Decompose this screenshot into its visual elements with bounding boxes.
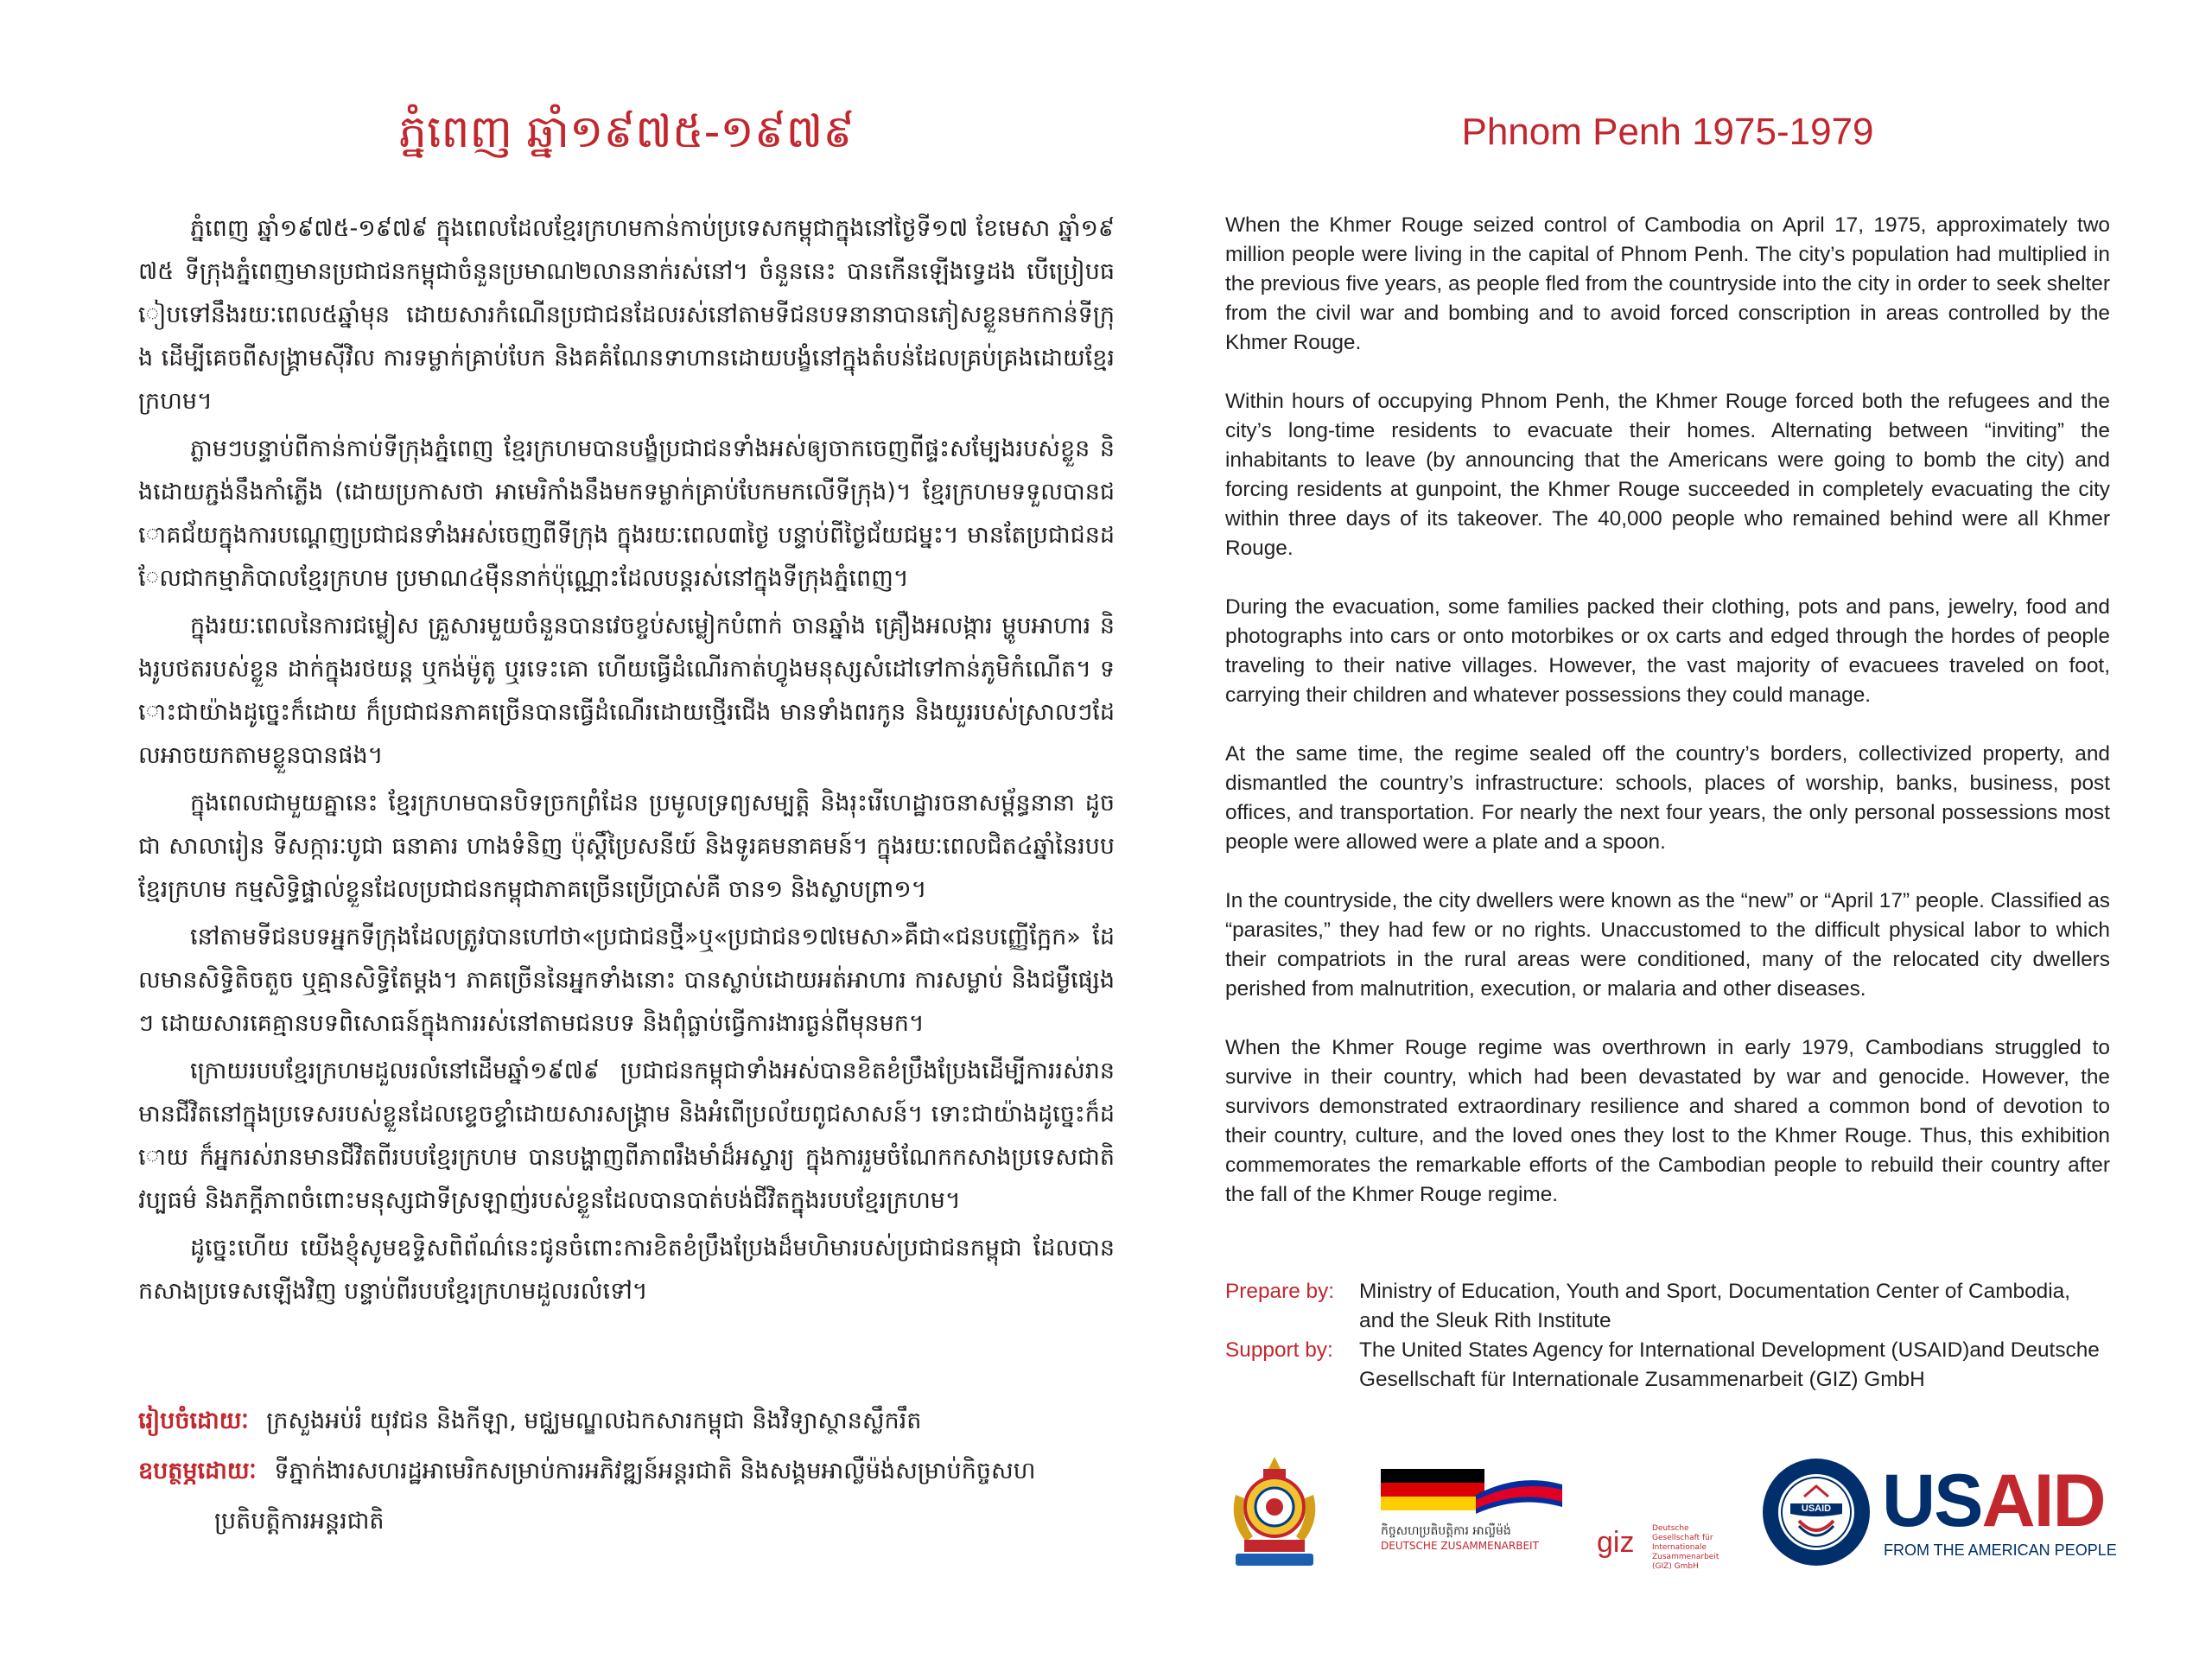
khmer-prepared-label: រៀបចំដោយៈ [138, 1408, 249, 1434]
khmer-title: ភ្នំពេញ ឆ្នាំ១៩៧៥-១៩៧៩ [397, 106, 855, 158]
english-paragraph: When the Khmer Rouge seized control of Cambodia on April 17, 1975, approximately two million people were living in the capital of Phnom Penh. The city’s population had multiplied in the previous five years, as people fled from the countryside into the city in order to seek shelter from the civil war and bombing and to avoid forced conscription in areas controlled by the Khmer Rouge. [1225, 213, 2110, 354]
prepared-by-row [1225, 1277, 2110, 1336]
khmer-paragraph: ក្នុងពេលជាមួយគ្នានេះ ខ្មែរក្រហមបានបិទច្រកព្រំដែន ប្រមូលទ្រព្យសម្បត្តិ និងរុះរើហេដ្ឋារចនាសម្ព័ន្ធនានា ដូចជា សាលារៀន ទីសក្ការៈបូជា ធនាគារ ហាងទំនិញ ប៉ុស្តិ៍ប្រៃសនីយ៍ និងទូរគមនាគមន៍។ ក្នុងរយៈពេលជិត៤ឆ្នាំនៃរបបខ្មែរក្រហម កម្មសិទ្ធិផ្ទាល់ខ្លួនដែលប្រជាជនកម្ពុជាភាគច្រើនប្រើប្រាស់គឺ ចាន១ និងស្លាបព្រា១។ [138, 790, 1115, 903]
cambodia-flag-icon [1476, 1478, 1562, 1514]
german-cooperation-label: DEUTSCHE ZUSAMMENARBEIT [1381, 1540, 1539, 1552]
khmer-supported-by [138, 1450, 1115, 1493]
usaid-seal-center-text: USAID [1801, 1503, 1832, 1514]
khmer-prepared-value: ក្រសួងអប់រំ យុវជន និងកីឡា, មជ្ឈមណ្ឌលឯកសារកម្ពុជា និងវិទ្យាស្ថានស្លឹករឹត [266, 1408, 922, 1434]
german-cooperation-logo [1372, 1462, 1571, 1566]
supported-by-label: Support by: [1225, 1338, 1333, 1362]
giz-wordmark: giz [1597, 1526, 1635, 1559]
english-paragraph: When the Khmer Rouge regime was overthrown in early 1979, Cambodians struggled to survive in their country, which had been devastated by war and genocide. However, the survivors demonstrated extraordinary resilience and shared a common bond of devotion to their country, culture, and the loved ones they lost to the Khmer Rouge. Thus, this exhibition commemorates the remarkable efforts of the Cambodian people to rebuild their country after the fall of the Khmer Rouge regime. [1225, 1036, 2110, 1206]
german-cooperation-khmer-text: កិច្ចសហប្រតិបត្តិការ អាល្លឺម៉ង់ [1381, 1524, 1511, 1538]
prepared-by-value: Ministry of Education, Youth and Sport, Documentation Center of Cambodia, and the Sleuk Rith Institute [1359, 1280, 2070, 1332]
prepared-by-label: Prepare by: [1225, 1280, 1335, 1303]
english-paragraph: Within hours of occupying Phnom Penh, the Khmer Rouge forced both the refugees and the city’s long-time residents to evacuate their homes. Alternating between “inviting” the inhabitants to leave (by announcing that the Americans were going to bomb the city) and forcing residents at gunpoint, the Khmer Rouge succeeded in completely evacuating the city within three days of its takeover. The 40,000 people who remained behind were all Khmer Rouge. [1225, 390, 2110, 560]
khmer-body [138, 207, 1115, 1318]
usaid-us-text: US [1882, 1459, 1982, 1542]
supported-by-row [1225, 1336, 2110, 1395]
english-body [1225, 211, 2110, 1239]
english-credits [1225, 1277, 2110, 1395]
usaid-wordmark-logo [1882, 1459, 2117, 1559]
khmer-supported-value: ទីភ្នាក់ងារសហរដ្ឋអាមេរិកសម្រាប់ការអភិវឌ្ឍន៍អន្តរជាតិ និងសង្គមអាល្លឺម៉ង់សម្រាប់កិច្ចសហ [274, 1458, 1036, 1484]
khmer-prepared-by [138, 1400, 1115, 1443]
khmer-supported-label: ឧបត្ថម្ភដោយៈ [138, 1458, 257, 1484]
usaid-aid-text: AID [1981, 1459, 2105, 1542]
giz-fullname: Deutsche Gesellschaft für Internationale Zusammenarbeit (GIZ) GmbH [1652, 1524, 1719, 1571]
khmer-paragraph: ក្រោយរបបខ្មែរក្រហមដួលរលំនៅដើមឆ្នាំ១៩៧៩ ប្រជាជនកម្ពុជាទាំងអស់បានខិតខំប្រឹងប្រែងដើម្បីការរស់រានមានជីវិតនៅក្នុងប្រទេសរបស់ខ្លួនដែលខ្ទេចខ្ទាំដោយសារសង្គ្រាម និងអំពើប្រល័យពូជសាសន៍។ ទោះជាយ៉ាងដូច្នេះក៏ដោយ ក៏អ្នករស់រានមានជីវិតពីរបបខ្មែរក្រហម បានបង្ហាញពីភាពរឹងមាំដ៏អស្ចារ្យ ក្នុងការរួមចំណែកកសាងប្រទេសជាតិ វប្បធម៌ និងភក្តីភាពចំពោះមនុស្សជាទីស្រឡាញ់របស់ខ្លួនដែលបានបាត់បង់ជីវិតក្នុងរបបខ្មែរក្រហម។ [138, 1058, 1115, 1214]
khmer-paragraph: ក្នុងរយៈពេលនៃការជម្លៀស គ្រួសារមួយចំនួនបានវេចខ្ចប់សម្លៀកបំពាក់ ចានឆ្នាំង គ្រឿងអលង្ការ ម្ហូបអាហារ និងរូបថតរបស់ខ្លួន ដាក់ក្នុងរថយន្ត ឬកង់ម៉ូតូ ឬរទេះគោ ហើយធ្វើដំណើរកាត់ហ្វូងមនុស្សសំដៅទៅកាន់ភូមិកំណើត។ ទោះជាយ៉ាងដូច្នេះក៏ដោយ ក៏ប្រជាជនភាគច្រើនបានធ្វើដំណើរដោយថ្មើរជើង មានទាំងពរកូន និងយួររបស់ស្រាលៗដែលអាចយកតាមខ្លួនបានផង។ [138, 613, 1115, 769]
english-paragraph: At the same time, the regime sealed off the country’s borders, collectivized property, and dismantled the country’s infrastructure: schools, places of worship, banks, business, post offices, and transportation. For nearly the next four years, the only personal possessions most people were allowed were a plate and a spoon. [1225, 742, 2110, 854]
english-title: Phnom Penh 1975-1979 [1461, 111, 1874, 153]
supported-by-value: The United States Agency for International Development (USAID)and Deutsche Gesellschaft für Internationale Zusammenarbeit (GIZ) GmbH [1359, 1338, 2100, 1391]
khmer-supported-value-continued: ប្រតិបត្តិការអន្តរជាតិ [214, 1508, 385, 1535]
english-paragraph: In the countryside, the city dwellers were known as the “new” or “April 17” people. Classified as “parasites,” they had few or no rights. Unaccustomed to the difficult physical labor to which their compatriots in the rural areas were conditioned, many of the relocated city dwellers perished from malnutrition, execution, or malaria and other diseases. [1225, 889, 2110, 1001]
khmer-paragraph: ដូច្នេះហើយ យើងខ្ញុំសូមឧទ្ទិសពិព័ណ៌នេះជូនចំពោះការខិតខំប្រឹងប្រែងដ៏មហិមារបស់ប្រជាជនកម្ពុជា ដែលបានកសាងប្រទេសឡើងវិញ បន្ទាប់ពីរបបខ្មែរក្រហមដួលរលំទៅ។ [138, 1235, 1115, 1305]
moeys-emblem-logo [1227, 1453, 1322, 1571]
khmer-paragraph: ភ្លាមៗបន្ទាប់ពីកាន់កាប់ទីក្រុងភ្នំពេញ ខ្មែរក្រហមបានបង្ខំប្រជាជនទាំងអស់ឲ្យចាកចេញពីផ្ទះសម្បែងរបស់ខ្លួន និងដោយភ្ជង់នឹងកាំភ្លើង (ដោយប្រកាសថា អាមេរិកាំងនឹងមកទម្លាក់គ្រាប់បែកមកលើទីក្រុង)។ ខ្មែរក្រហមទទួលបានជោគជ័យក្នុងការបណ្តេញប្រជាជនទាំងអស់ចេញពីទីក្រុង ក្នុងរយៈពេល៣ថ្ងៃ បន្ទាប់ពីថ្ងៃជ័យជម្នះ។ មានតែប្រជាជនដែលជាកម្មាភិបាលខ្មែរក្រហម ប្រមាណ៤ម៉ឺននាក់ប៉ុណ្ណោះដែលបន្តរស់នៅក្នុងទីក្រុងភ្នំពេញ។ [138, 435, 1115, 592]
logo-strip [1225, 1452, 2117, 1573]
english-paragraph: During the evacuation, some families packed their clothing, pots and pans, jewelry, food and photographs into cars or onto motorbikes or ox carts and edged through the hordes of people traveling to their native villages. However, the vast majority of evacuees traveled on foot, carrying their children and whatever possessions they could manage. [1225, 595, 2110, 707]
usaid-wordmark [1882, 1459, 2105, 1542]
germany-flag-icon [1381, 1469, 1484, 1510]
usaid-tagline: FROM THE AMERICAN PEOPLE [1884, 1541, 2117, 1559]
khmer-paragraph: នៅតាមទីជនបទអ្នកទីក្រុងដែលត្រូវបានហៅថា«ប្រជាជនថ្មី»ឬ«ប្រជាជន១៧មេសា»គឺជា«ជនបញ្ញើក្អែក» ដែលមានសិទ្ធិតិចតួច ឬគ្មានសិទ្ធិតែម្តង។ ភាគច្រើននៃអ្នកទាំងនោះ បានស្លាប់ដោយអត់អាហារ ការសម្លាប់ និងជម្ងឺផ្សេងៗ ដោយសារគេគ្មានបទពិសោធន៍ក្នុងការរស់នៅតាមជនបទ និងពុំធ្លាប់ធ្វើការងារធ្ងន់ពីមុនមក។ [138, 924, 1115, 1037]
usaid-seal-logo [1761, 1457, 1872, 1567]
giz-logo [1597, 1514, 1726, 1571]
german-cooperation-text [1381, 1524, 1539, 1554]
khmer-paragraph: ភ្នំពេញ ឆ្នាំ១៩៧៥-១៩៧៩ ក្នុងពេលដែលខ្មែរក្រហមកាន់កាប់ប្រទេសកម្ពុជាក្នុងនៅថ្ងៃទី១៧ ខែមេសា ឆ្នាំ១៩៧៥ ទីក្រុងភ្នំពេញមានប្រជាជនកម្ពុជាចំនួនប្រមាណ២លាននាក់រស់នៅ។ ចំនួននេះ បានកើនឡើងទ្វេដង បើប្រៀបធៀបទៅនឹងរយៈពេល៥ឆ្នាំមុន ដោយសារកំណើនប្រជាជនដែលរស់នៅតាមទីជនបទនានាបានភៀសខ្លួនមកកាន់ទីក្រុង ដើម្បីគេចពីសង្គ្រាមស៊ីវិល ការទម្លាក់គ្រាប់បែក និងគគំណែនទាហានដោយបង្ខំនៅក្នុងតំបន់ដែលគ្រប់គ្រងដោយខ្មែរក្រហម។ [138, 215, 1115, 415]
